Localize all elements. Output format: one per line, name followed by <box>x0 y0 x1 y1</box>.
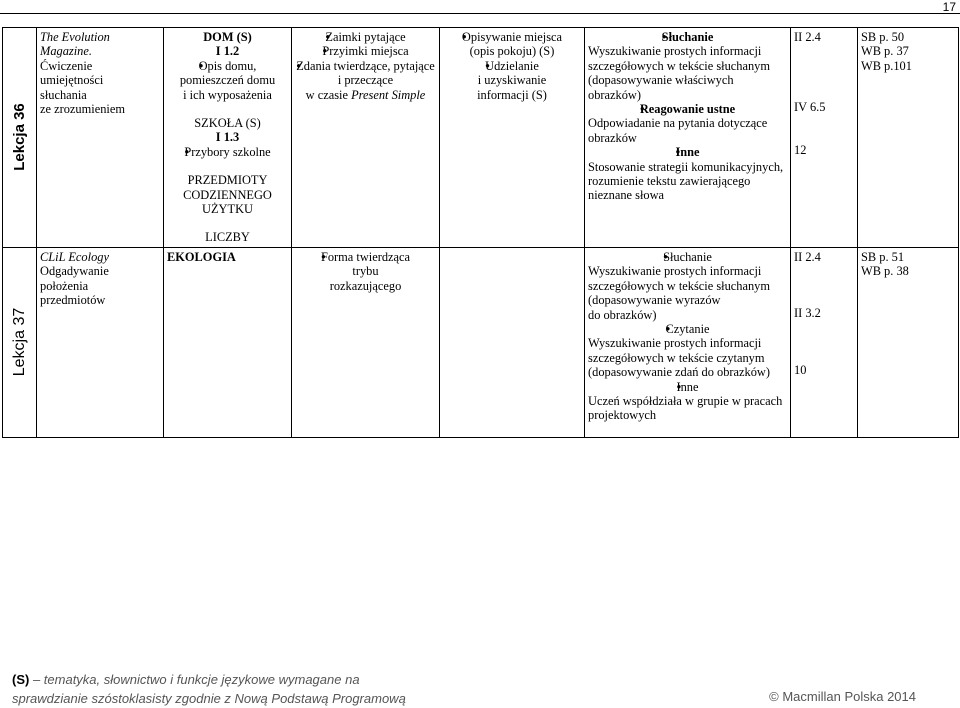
skill-line: (dopasowywanie właściwych <box>588 73 734 88</box>
refs-cell <box>858 247 959 437</box>
topic-cell <box>37 28 164 248</box>
functions-cell <box>440 28 585 248</box>
skill-heading: ● Inne <box>588 380 787 394</box>
function-line: informacji (S) <box>477 87 547 102</box>
footer-note <box>12 670 406 708</box>
skill-heading: ● Czytanie <box>588 322 787 336</box>
codes-cell <box>791 247 858 437</box>
skill-line: obrazków) <box>588 87 641 102</box>
bullet-item: ● Opisywanie miejsca <box>443 30 581 44</box>
bullet-item: ● Przybory szkolne <box>167 145 288 159</box>
topic-line: Odgadywanie <box>40 264 109 279</box>
codes-cell <box>791 28 858 248</box>
skill-heading: ● Reagowanie ustne <box>588 102 787 116</box>
vocab-code: I 1.3 <box>215 130 240 145</box>
skill-line: szczegółowych w tekście czytanym <box>588 350 765 365</box>
topic-cell <box>37 247 164 437</box>
curriculum-table <box>2 27 959 438</box>
grammar-line: trybu <box>352 264 379 279</box>
skill-line: do obrazków) <box>588 307 657 322</box>
topic-line: słuchania <box>40 87 87 102</box>
vocab-heading: LICZBY <box>205 230 250 245</box>
function-line: (opis pokoju) (S) <box>469 44 555 59</box>
ref: WB p.101 <box>861 58 912 73</box>
grammar-cell <box>292 28 440 248</box>
skill-line: Stosowanie strategii komunikacyjnych, <box>588 159 784 174</box>
skill-line: projektowych <box>588 408 657 423</box>
vocabulary-cell <box>164 28 292 248</box>
ref: SB p. 50 <box>861 30 905 44</box>
vocab-line: pomieszczeń domu <box>179 73 276 88</box>
skill-line: Wyszukiwanie prostych informacji <box>588 44 762 59</box>
skill-line: (dopasowywanie zdań do obrazków) <box>588 365 771 380</box>
topic-line: położenia <box>40 278 89 293</box>
ref: WB p. 38 <box>861 264 909 279</box>
topic-line: The Evolution <box>40 30 110 44</box>
skill-heading: ● Słuchanie <box>588 250 787 264</box>
bullet-item: ● Opis domu, <box>167 59 288 73</box>
skill-line: Wyszukiwanie prostych informacji <box>588 336 762 351</box>
lesson-label-cell <box>3 247 37 437</box>
code: II 3.2 <box>794 306 821 321</box>
topic-line: umiejętności <box>40 73 104 88</box>
skills-cell <box>585 28 791 248</box>
lesson-row-36 <box>3 28 959 248</box>
topic-line: Ćwiczenie <box>40 58 93 73</box>
bullet-item: ● Forma twierdząca <box>295 250 436 264</box>
vocab-heading: EKOLOGIA <box>167 249 236 264</box>
grammar-cell <box>292 247 440 437</box>
footer-line2: sprawdzianie szóstoklasisty zgodnie z Nową Podstawą Programową <box>12 691 406 706</box>
bullet-item: ● Udzielanie <box>443 59 581 73</box>
footer-marker: (S) <box>12 672 30 687</box>
skill-line: Odpowiadanie na pytania dotyczące <box>588 116 768 131</box>
function-line: i uzyskiwanie <box>477 73 547 88</box>
lesson-label: Lekcja 36 <box>10 103 28 172</box>
skill-line: (dopasowywanie wyrazów <box>588 293 721 308</box>
vocab-heading: CODZIENNEGO <box>183 187 272 202</box>
topic-line: ze zrozumieniem <box>40 102 125 117</box>
skill-line: szczegółowych w tekście słuchanym <box>588 58 771 73</box>
code: II 2.4 <box>794 30 821 44</box>
skill-line: Wyszukiwanie prostych informacji <box>588 264 762 279</box>
skill-line: Uczeń współdziała w grupie w pracach <box>588 393 783 408</box>
grammar-line: rozkazującego <box>329 278 402 293</box>
lesson-label-cell <box>3 28 37 248</box>
vocabulary-cell <box>164 247 292 437</box>
bullet-item: ● Zaimki pytające <box>295 30 436 44</box>
topic-line: przedmiotów <box>40 293 106 308</box>
lesson-row-37 <box>3 247 959 437</box>
skill-line: obrazków <box>588 130 637 145</box>
grammar-line: i przeczące <box>337 73 394 88</box>
skill-line: szczegółowych w tekście słuchanym <box>588 278 771 293</box>
vocab-heading: DOM (S) <box>203 30 252 44</box>
bullet-item: ● Zdania twierdzące, pytające <box>295 59 436 73</box>
header-rule <box>0 13 960 14</box>
code: IV 6.5 <box>794 100 826 115</box>
refs-cell <box>858 28 959 248</box>
vocab-heading: SZKOŁA (S) <box>194 116 261 131</box>
ref: SB p. 51 <box>861 249 905 264</box>
vocab-line: i ich wyposażenia <box>183 87 272 102</box>
functions-cell <box>440 247 585 437</box>
ref: WB p. 37 <box>861 44 909 59</box>
skill-line: nieznane słowa <box>588 188 665 203</box>
topic-line: CLiL Ecology <box>40 249 109 264</box>
lesson-label: Lekcja 37 <box>10 308 28 377</box>
bullet-item: ● Przyimki miejsca <box>295 44 436 58</box>
grammar-line: w czasie Present Simple <box>305 87 426 102</box>
skill-heading: ● Inne <box>588 145 787 159</box>
skill-heading: ● Słuchanie <box>588 30 787 44</box>
vocab-heading: UŻYTKU <box>202 202 253 217</box>
code: II 2.4 <box>794 249 821 264</box>
vocab-heading: PRZEDMIOTY <box>187 173 268 188</box>
vocab-code: I 1.2 <box>215 44 240 59</box>
page-number: 17 <box>942 0 956 14</box>
code: 12 <box>794 142 807 157</box>
copyright: © Macmillan Polska 2014 <box>769 689 916 704</box>
skills-cell <box>585 247 791 437</box>
topic-line: Magazine. <box>40 44 92 59</box>
code: 10 <box>794 362 807 377</box>
skill-line: rozumienie tekstu zawierającego <box>588 174 751 189</box>
footer-line1: – tematyka, słownictwo i funkcje językowe wymagane na <box>29 672 360 687</box>
